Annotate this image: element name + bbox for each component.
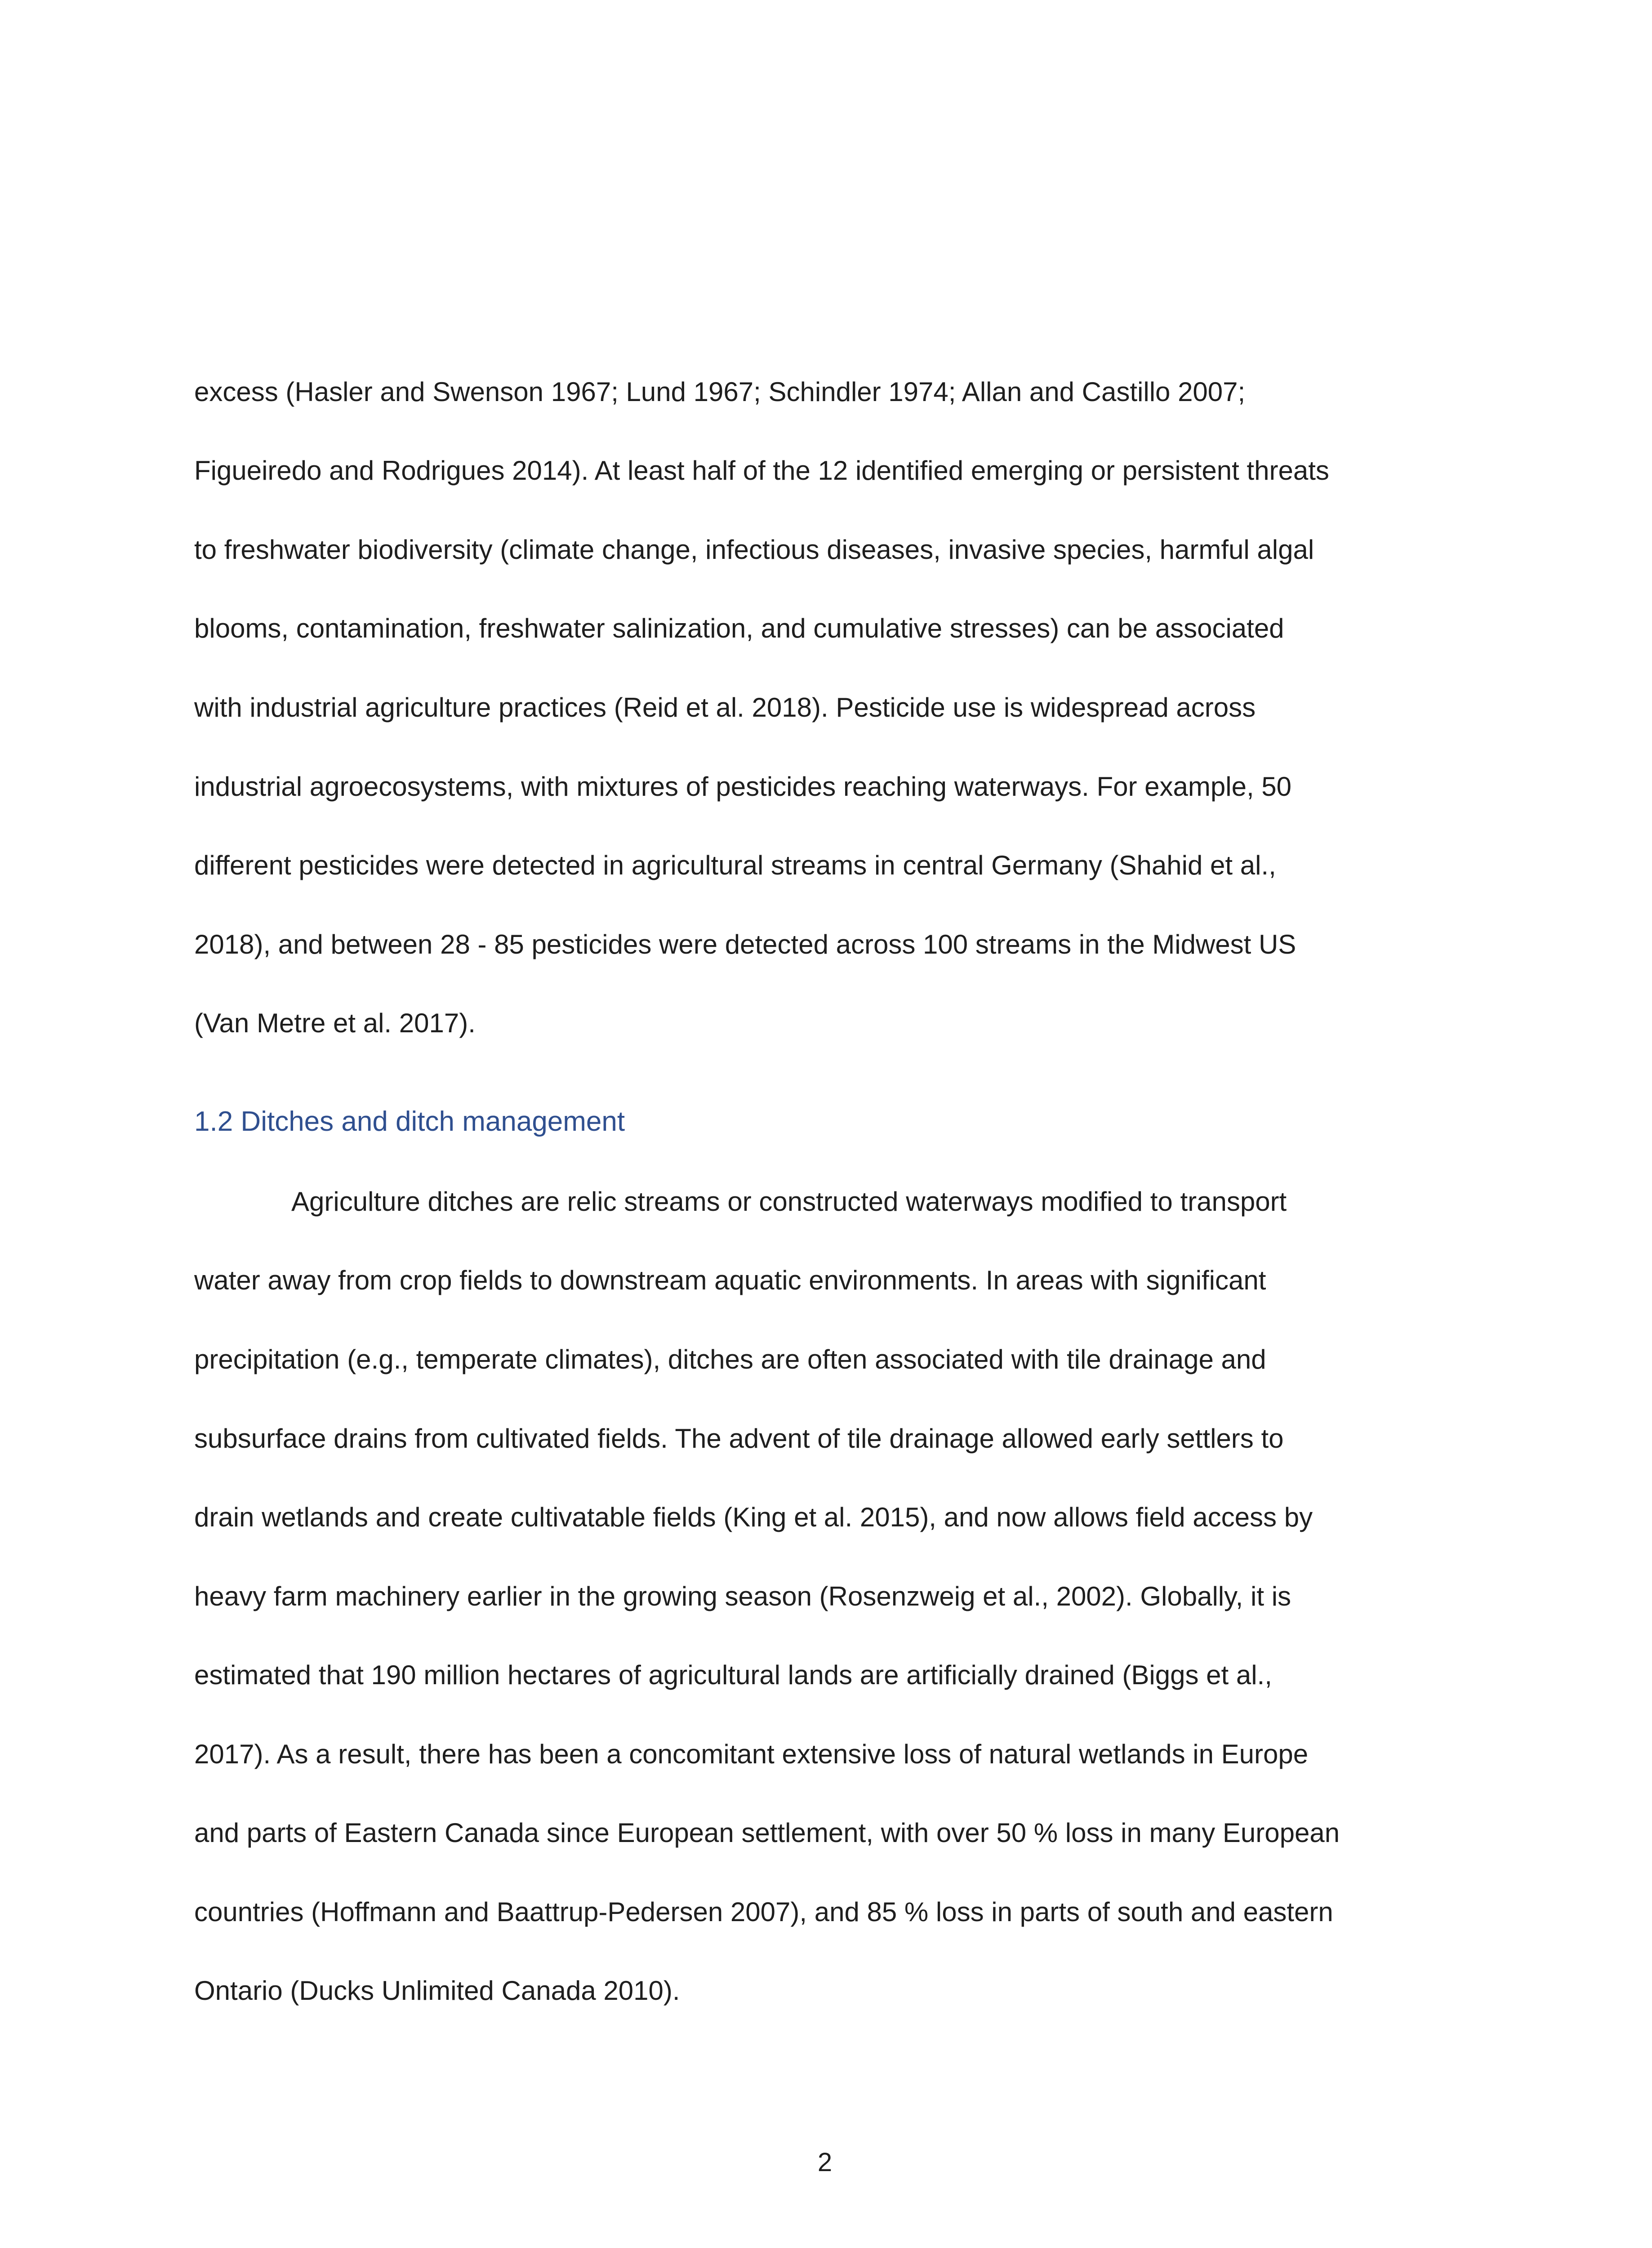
paragraph-2-line-6: heavy farm machinery earlier in the growing season (Rosenzweig et al., 2002). Globally, it is xyxy=(194,1581,1291,1611)
paragraph-1-line-9: (Van Metre et al. 2017). xyxy=(194,1008,476,1038)
paragraph-2-line-3: precipitation (e.g., temperate climates), ditches are often associated with tile drainage and xyxy=(194,1344,1266,1374)
paragraph-2-line-2: water away from crop fields to downstream aquatic environments. In areas with significant xyxy=(194,1265,1266,1295)
paragraph-1-line-8: 2018), and between 28 - 85 pesticides were detected across 100 streams in the Midwest US xyxy=(194,929,1296,959)
paragraph-2-line-10: countries (Hoffmann and Baattrup-Pedersen 2007), and 85 % loss in parts of south and eastern xyxy=(194,1897,1333,1927)
paragraph-2-line-9: and parts of Eastern Canada since European settlement, with over 50 % loss in many European xyxy=(194,1818,1340,1848)
section-heading: 1.2 Ditches and ditch management xyxy=(194,1106,625,1137)
paragraph-1-line-4: blooms, contamination, freshwater salinization, and cumulative stresses) can be associated xyxy=(194,613,1284,643)
paragraph-2-line-4: subsurface drains from cultivated fields. The advent of tile drainage allowed early settlers to xyxy=(194,1423,1284,1454)
paragraph-1-line-3: to freshwater biodiversity (climate change, infectious diseases, invasive species, harmful algal xyxy=(194,535,1314,565)
paragraph-1-line-6: industrial agroecosystems, with mixtures of pesticides reaching waterways. For example, 50 xyxy=(194,772,1292,802)
paragraph-1-line-5: with industrial agriculture practices (Reid et al. 2018). Pesticide use is widespread across xyxy=(194,692,1256,723)
paragraph-2-line-7: estimated that 190 million hectares of agricultural lands are artificially drained (Biggs et al., xyxy=(194,1660,1272,1690)
paragraph-2-line-1: Agriculture ditches are relic streams or constructed waterways modified to transport xyxy=(291,1186,1287,1217)
paragraph-1-line-1: excess (Hasler and Swenson 1967; Lund 1967; Schindler 1974; Allan and Castillo 2007; xyxy=(194,377,1246,407)
paragraph-1-line-7: different pesticides were detected in agricultural streams in central Germany (Shahid et al., xyxy=(194,850,1276,880)
page-number: 2 xyxy=(817,2148,833,2177)
paragraph-2-line-5: drain wetlands and create cultivatable fields (King et al. 2015), and now allows field access by xyxy=(194,1502,1313,1532)
paragraph-1-line-2: Figueiredo and Rodrigues 2014). At least half of the 12 identified emerging or persistent threats xyxy=(194,455,1329,486)
paragraph-2-line-11: Ontario (Ducks Unlimited Canada 2010). xyxy=(194,1976,680,2006)
paragraph-2-line-8: 2017). As a result, there has been a concomitant extensive loss of natural wetlands in Europe xyxy=(194,1739,1309,1769)
